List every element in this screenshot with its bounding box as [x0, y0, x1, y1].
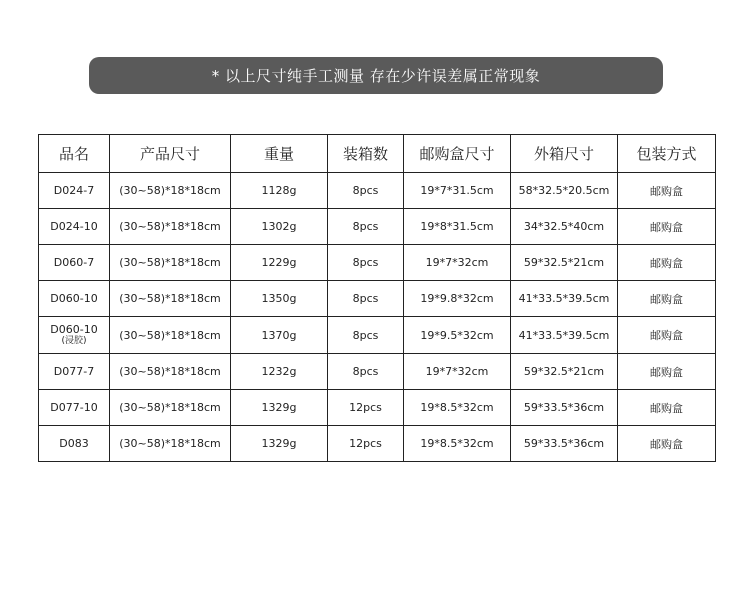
header-name: 品名 — [39, 135, 110, 173]
cell-weight: 1302g — [231, 209, 328, 245]
cell-qty: 8pcs — [328, 209, 404, 245]
header-carton: 外箱尺寸 — [511, 135, 618, 173]
table-row — [39, 209, 716, 245]
cell-qty: 8pcs — [328, 317, 404, 354]
header-size: 产品尺寸 — [110, 135, 231, 173]
cell-size: (30~58)*18*18cm — [110, 281, 231, 317]
cell-carton: 59*33.5*36cm — [511, 426, 618, 462]
cell-name — [39, 317, 110, 354]
cell-pack: 邮购盒 — [618, 390, 716, 426]
cell-name: D077-10 — [39, 390, 110, 426]
table-row — [39, 281, 716, 317]
table-row — [39, 173, 716, 209]
cell-box: 19*9.8*32cm — [404, 281, 511, 317]
cell-size: (30~58)*18*18cm — [110, 245, 231, 281]
cell-size: (30~58)*18*18cm — [110, 426, 231, 462]
cell-box: 19*7*32cm — [404, 354, 511, 390]
cell-weight: 1350g — [231, 281, 328, 317]
cell-name: D060-10 — [39, 281, 110, 317]
cell-box: 19*8.5*32cm — [404, 426, 511, 462]
cell-qty: 8pcs — [328, 354, 404, 390]
cell-name-note: (浸胶) — [61, 336, 87, 346]
table-row — [39, 317, 716, 354]
header-row — [39, 135, 716, 173]
cell-pack: 邮购盒 — [618, 281, 716, 317]
table-row — [39, 245, 716, 281]
cell-qty: 8pcs — [328, 173, 404, 209]
cell-carton: 59*32.5*21cm — [511, 245, 618, 281]
table-row — [39, 354, 716, 390]
header-weight: 重量 — [231, 135, 328, 173]
cell-size: (30~58)*18*18cm — [110, 317, 231, 354]
cell-qty: 12pcs — [328, 426, 404, 462]
cell-carton: 41*33.5*39.5cm — [511, 317, 618, 354]
header-pack: 包装方式 — [618, 135, 716, 173]
cell-pack: 邮购盒 — [618, 173, 716, 209]
cell-name: D077-7 — [39, 354, 110, 390]
cell-pack: 邮购盒 — [618, 354, 716, 390]
cell-pack: 邮购盒 — [618, 426, 716, 462]
table-row — [39, 426, 716, 462]
cell-box: 19*7*32cm — [404, 245, 511, 281]
header-qty: 装箱数 — [328, 135, 404, 173]
cell-weight: 1232g — [231, 354, 328, 390]
cell-carton: 59*33.5*36cm — [511, 390, 618, 426]
cell-weight: 1329g — [231, 390, 328, 426]
cell-qty: 8pcs — [328, 245, 404, 281]
cell-carton: 41*33.5*39.5cm — [511, 281, 618, 317]
cell-size: (30~58)*18*18cm — [110, 209, 231, 245]
cell-weight: 1370g — [231, 317, 328, 354]
cell-size: (30~58)*18*18cm — [110, 173, 231, 209]
cell-name: D083 — [39, 426, 110, 462]
cell-size: (30~58)*18*18cm — [110, 390, 231, 426]
cell-qty: 8pcs — [328, 281, 404, 317]
cell-weight: 1128g — [231, 173, 328, 209]
cell-name: D024-10 — [39, 209, 110, 245]
table-row — [39, 390, 716, 426]
cell-weight: 1329g — [231, 426, 328, 462]
cell-qty: 12pcs — [328, 390, 404, 426]
cell-name-main: D060-10 — [50, 323, 98, 336]
notice-banner — [89, 57, 663, 94]
cell-carton: 34*32.5*40cm — [511, 209, 618, 245]
cell-box: 19*8.5*32cm — [404, 390, 511, 426]
cell-pack: 邮购盒 — [618, 209, 716, 245]
spec-table — [38, 134, 716, 462]
cell-name: D060-7 — [39, 245, 110, 281]
cell-box: 19*9.5*32cm — [404, 317, 511, 354]
cell-name: D024-7 — [39, 173, 110, 209]
cell-carton: 58*32.5*20.5cm — [511, 173, 618, 209]
cell-box: 19*7*31.5cm — [404, 173, 511, 209]
cell-box: 19*8*31.5cm — [404, 209, 511, 245]
notice-text: * 以上尺寸纯手工测量 存在少许误差属正常现象 — [211, 67, 541, 85]
cell-weight: 1229g — [231, 245, 328, 281]
cell-pack: 邮购盒 — [618, 317, 716, 354]
cell-carton: 59*32.5*21cm — [511, 354, 618, 390]
cell-pack: 邮购盒 — [618, 245, 716, 281]
header-box: 邮购盒尺寸 — [404, 135, 511, 173]
cell-size: (30~58)*18*18cm — [110, 354, 231, 390]
